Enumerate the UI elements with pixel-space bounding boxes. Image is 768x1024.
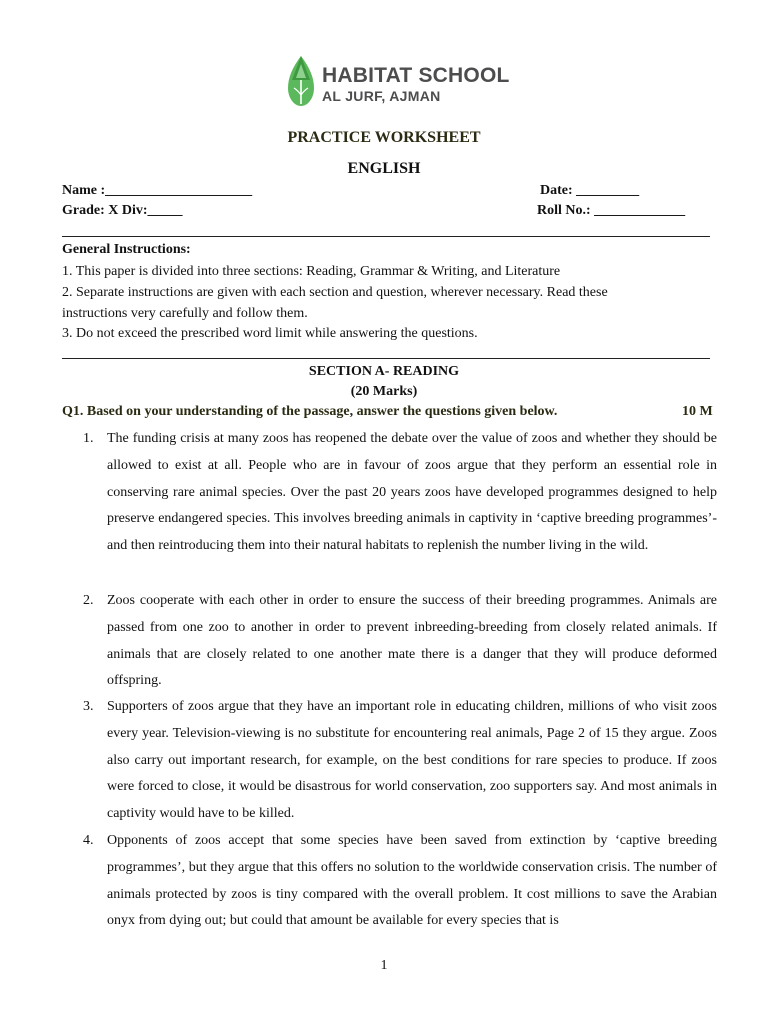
section-marks: (20 Marks) xyxy=(350,384,418,399)
section-title: SECTION A- READING xyxy=(308,364,460,379)
leaf-pencil-icon xyxy=(286,54,316,108)
paragraph-number: 4. xyxy=(83,833,94,848)
instruction-3: 3. Do not exceed the prescribed word limit while answering the questions. xyxy=(62,326,478,341)
question-text: Q1. Based on your understanding of the passage, answer the questions given below. xyxy=(62,404,558,419)
subject-title: ENGLISH xyxy=(347,160,421,177)
page-number: 1 xyxy=(380,958,388,973)
passage-paragraph xyxy=(83,588,717,695)
divider xyxy=(62,358,710,359)
paragraph-number: 2. xyxy=(83,593,94,608)
passage-paragraph xyxy=(83,694,717,828)
paragraph-text: Opponents of zoos accept that some species have been saved from extinction by ‘captive breeding programmes’, but they argue that this offers no solution to the worldwide conservation crisis. The number of animals protected by zoos is tiny compared with the overall problem. It cost millions to save the Arabian onyx from dying out; but could that amount be available for every species that is xyxy=(107,833,717,929)
roll-number-field: Roll No.: _____________ xyxy=(537,203,686,218)
date-field: Date: _________ xyxy=(540,183,640,198)
instruction-1: 1. This paper is divided into three sections: Reading, Grammar & Writing, and Literature xyxy=(62,264,561,279)
instruction-2: 2. Separate instructions are given with each section and question, wherever necessary. Read these instructions very carefully and follow them. xyxy=(62,285,608,321)
passage-paragraph xyxy=(83,828,717,935)
paragraph-text: Zoos cooperate with each other in order to ensure the success of their breeding programmes. Animals are passed from one zoo to another in order to prevent inbreeding-breeding from closely related animals. If animals that are closely related to one another mate there is a danger that they will produce deformed offspring. xyxy=(107,593,717,689)
worksheet-title: PRACTICE WORKSHEET xyxy=(287,129,481,146)
passage-paragraph xyxy=(83,426,717,560)
divider xyxy=(62,236,710,237)
paragraph-number: 3. xyxy=(83,699,94,714)
paragraph-number: 1. xyxy=(83,431,94,446)
school-location: AL JURF, AJMAN xyxy=(322,88,441,104)
question-marks: 10 M xyxy=(682,404,713,419)
school-name: HABITAT SCHOOL xyxy=(322,64,510,87)
paragraph-text: The funding crisis at many zoos has reopened the debate over the value of zoos and whether they should be allowed to exist at all. People who are in favour of zoos argue that they perform an essential role in conserving rare animal species. Over the past 20 years zoos have developed programmes designed to help preserve endangered species. This involves breeding animals in captivity in ‘captive breeding programmes’-and then reintroducing them into their natural habitats to replenish the number living in the wild. xyxy=(107,431,717,554)
paragraph-text: Supporters of zoos argue that they have an important role in educating children, millions of who visit zoos every year. Television-viewing is no substitute for encountering real animals, Page 2 of 15 they argue. Zoos also carry out important research, for example, on the best conditions for rare species to produce. If zoos were forced to close, it would be disastrous for world conservation, zoo supporters say. And most animals in captivity would have to be killed. xyxy=(107,699,717,822)
school-logo xyxy=(286,54,510,110)
grade-field: Grade: X Div:_____ xyxy=(62,203,183,218)
name-field: Name :_____________________ xyxy=(62,183,253,198)
instructions-heading: General Instructions: xyxy=(62,242,191,257)
